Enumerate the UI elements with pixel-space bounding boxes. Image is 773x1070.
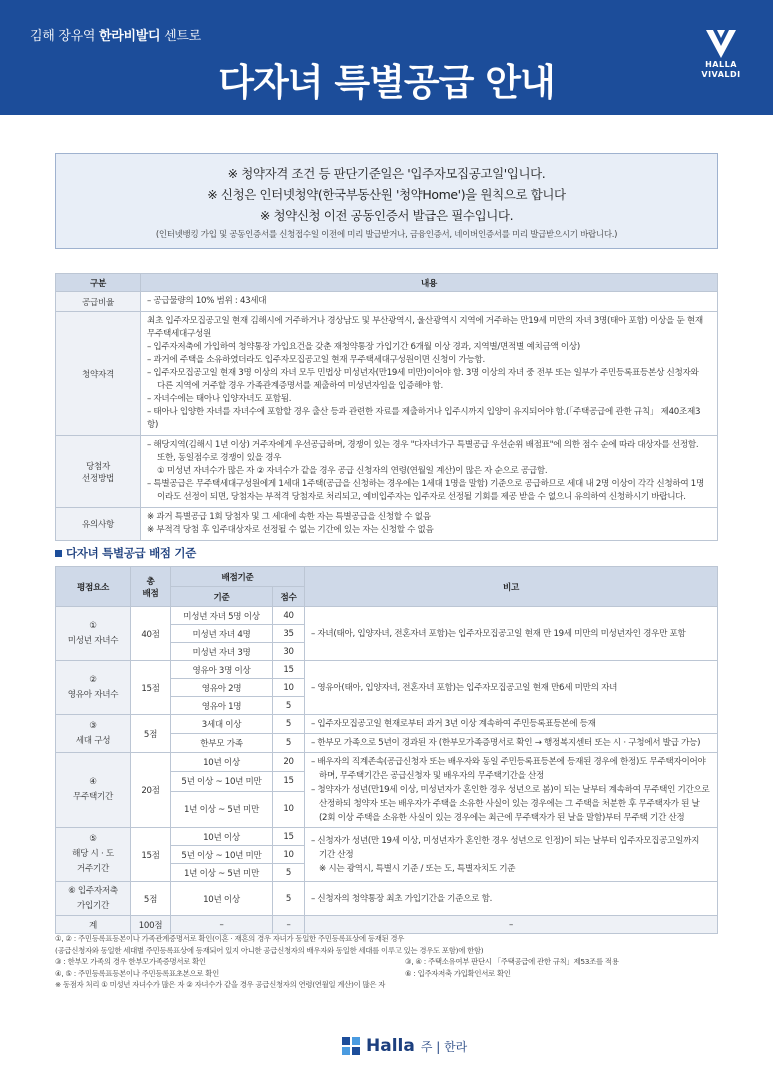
basis-cell: 1년 이상 ~ 5년 미만 [171,791,273,827]
note-line: ※ 시는 광역시, 특별시 기준 / 또는 도, 특별자치도 기준 [319,863,516,874]
brand-corp: 주 | 한라 [420,1039,468,1054]
notice-box [55,153,718,249]
subtitle-brand: 한라비발디 [98,29,161,44]
note-line: 기간 산정 [319,849,354,860]
section-title [55,545,196,561]
table-row [56,607,718,625]
note-cell: – 입주자모집공고일 현재로부터 과거 3년 이상 계속하여 주민등록표등본에 등재 [305,715,718,734]
basis-cell: 10년 이상 [171,828,273,846]
halla-brand [340,1035,467,1057]
points-cell: 35 [273,625,305,643]
total-cell: 15점 [131,661,171,715]
note-line: – 배우자의 직계존속(공급신청자 또는 배우자와 동일 주민등록표등본에 등재된 경우에 한정)도 무주택자이어야 [311,757,706,767]
total-label: 계 [56,916,131,934]
item-number: ② [89,674,97,685]
points-cell: 15 [273,772,305,791]
item-label: 가입기간 [76,900,109,911]
total-cell: 20점 [131,753,171,828]
row-label: 청약자격 [56,312,141,436]
total-cell: 5점 [131,882,171,916]
vivaldi-emblem-icon [704,28,738,60]
basis-cell: 10년 이상 [171,753,273,772]
header-total: 총 배점 [131,567,171,607]
item-cell [56,753,131,828]
note-cell: – 신청자의 청약통장 최초 가입기간을 기준으로 함. [305,882,718,916]
page-title: 다자녀 특별공급 안내 [218,61,555,104]
header-points: 점수 [273,587,305,607]
points-cell: 10 [273,791,305,827]
basis-cell: 미성년 자녀 3명 [171,643,273,661]
header-content: 내용 [141,274,718,292]
footnote-line: ①, ② : 주민등록표등본이나 가족관계증명서로 확인(이혼 · 재혼의 경우 자녀가 동일한 주민등록표상에 등재된 경우 [55,934,405,943]
logo-text-vivaldi: VIVALDI [701,70,741,79]
footnote-line: ③, ④ : 주택소유여부 판단시 「주택공급에 관한 규칙」제53조를 적용 [405,957,619,966]
content-line: 최초 입주자모집공고일 현재 김해시에 거주하거나 경상남도 및 부산광역시, 울산광역시 지역에 거주하는 만19세 미만의 자녀 3명(태아 포함) 이상을 둔 현재 [147,316,703,326]
item-label: 해당 시 · 도 [72,849,114,859]
notice-line-1: ※ 청약자격 조건 등 판단기준일은 '입주자모집공고일'입니다. [227,166,546,181]
total-row [56,916,718,934]
points-cell: 20 [273,753,305,772]
table-row [56,292,718,312]
score-table [55,566,718,934]
basis-cell: 영유아 3명 이상 [171,661,273,679]
basis-cell: 영유아 2명 [171,679,273,697]
content-line: – 입주자저축에 가입하여 청약통장 가입요건을 갖춘 재청약통장 가입기간 6개월 이상 경과, 지역별/면적별 예치금액 이상) [147,342,580,352]
note-cell: – 한부모 가족으로 5년이 경과된 자 (한부모가족증명서로 확인 → 행정복지센터 또는 시 · 구청에서 발급 가능) [305,734,718,753]
item-cell [56,661,131,715]
note-line: 산정하되 청약자 또는 배우자가 주택을 소유한 사실이 있는 경우에는 그 주택을 처분한 후 무주택자가 된 날 [319,799,700,809]
halla-logo-icon [340,1035,362,1057]
header-note: 비고 [305,567,718,607]
basis-cell: 미성년 자녀 5명 이상 [171,607,273,625]
note-line: – 신청자가 성년(만 19세 이상, 미성년자가 혼인한 경우 성년으로 인정)이 되는 날부터 입주자모집공고일까지 [311,835,700,846]
basis-cell: 한부모 가족 [171,734,273,753]
note-cell: – 영유아(태아, 입양자녀, 전혼자녀 포함)는 입주자모집공고일 현재 만6세 미만의 자녀 [305,661,718,715]
halla-vivaldi-logo [691,28,751,80]
table-row [56,715,718,734]
points-cell: 40 [273,607,305,625]
points-cell: 30 [273,643,305,661]
row-label: 공급비율 [56,292,141,312]
total-points: – [273,916,305,934]
content-line: 다른 지역에 거주할 경우 가족관계증명서를 제출하여 미성년자임을 입증해야 함. [157,381,443,391]
total-note: – [305,916,718,934]
basis-cell: 10년 이상 [171,882,273,916]
notice-small-text: (인터넷뱅킹 가입 및 공동인증서를 신청접수일 이전에 미리 발급받거나, 금융인증서, 네이버인증서를 미리 발급받으시기 바랍니다.) [155,230,618,240]
header-banner [0,0,773,115]
table-row [56,508,718,541]
item-cell [56,828,131,882]
note-cell [305,753,718,828]
basis-cell: 1년 이상 ~ 5년 미만 [171,864,273,882]
points-cell: 5 [273,864,305,882]
footnotes [55,933,718,991]
item-number: ① [89,620,97,631]
item-cell [56,607,131,661]
content-line: – 해당지역(김해시 1년 이상) 거주자에게 우선공급하며, 경쟁이 있는 경우 "다자녀가구 특별공급 우선순위 배점표"에 의한 점수 순에 따라 대상자를 선정함. [147,440,699,450]
item-label: 거주기간 [76,864,109,874]
points-cell: 15 [273,661,305,679]
item-number: ③ [89,720,97,731]
footnote-line: ⑥ : 입주자저축 가입확인서로 확인 [405,968,511,978]
footnote-line: ④, ⑤ : 주민등록표등본이나 주민등록표초본으로 확인 [55,968,219,978]
content-line: ① 미성년 자녀수가 많은 자 ② 자녀수가 같을 경우 공급 신청자의 연령(연월일 계산)이 많은 자 순으로 공급함. [157,466,548,476]
total-value: 100점 [131,916,171,934]
brand-name: Halla [366,1036,415,1056]
footnote-row [55,968,718,980]
content-line: – 특별공급은 무주택세대구성원에게 1세대 1주택(공급을 신청하는 경우에는 1세대 1명을 말함) 기준으로 공급하므로 세대 내 2명 이상이 각각 신청하여 1명 [147,479,704,489]
row-content [141,508,718,541]
total-basis: – [171,916,273,934]
footnote-row [55,956,718,968]
content-line: – 입주자모집공고일 현재 3명 이상의 자녀 모두 민법상 미성년자(만19세 미만)이어야 함. 3명 이상의 자녀 중 전부 또는 일부가 주민등록표등본상 신청자와 [147,368,699,378]
header-subtitle [30,25,201,44]
item-label: ⑥ 입주자저축 [68,885,118,896]
item-label: 영유아 자녀수 [67,689,119,700]
content-line: 이라도 선정이 되면, 당첨자는 부적격 당첨자로 처리되고, 예비입주자는 입주자로 선정될 기회를 제공 받을 수 없으니 유의하여 신청하시기 바랍니다. [157,492,686,502]
total-cell: 15점 [131,828,171,882]
table-row [56,661,718,679]
row-label: 당첨자 선정방법 [56,436,141,508]
header-item: 평점요소 [56,567,131,607]
row-content [141,436,718,508]
points-cell: 10 [273,846,305,864]
basis-cell: 영유아 1명 [171,697,273,715]
item-cell [56,715,131,753]
header-basis: 기준 [171,587,273,607]
table-row [56,753,718,772]
content-line: 또한, 동일점수로 경쟁이 있을 경우 [157,453,282,463]
section-title-text: 다자녀 특별공급 배점 기준 [66,546,197,560]
content-line: – 태아나 입양한 자녀를 자녀수에 포함할 경우 출산 등과 관련한 자료를 제출하거나 입주시까지 입양이 유지되어야 함.(「주택공급에 관한 규칙」 제40조제3항) [147,407,701,430]
footnote-line: ③ : 한부모 가족의 경우 한부모가족증명서로 확인 [55,957,206,966]
points-cell: 10 [273,679,305,697]
content-line: ※ 과거 특별공급 1회 당첨자 및 그 세대에 속한 자는 특별공급을 신청할 수 없음 [147,512,431,522]
content-line: 무주택세대구성원 [147,329,212,339]
header-criteria: 배점기준 [171,567,305,587]
item-label: 무주택기간 [72,792,113,802]
total-cell: 40점 [131,607,171,661]
points-cell: 5 [273,697,305,715]
info-table [55,273,718,541]
subtitle-location: 김해 장유역 [30,29,99,44]
table-row [56,882,718,916]
points-cell: 5 [273,734,305,753]
note-line: (2회 이상 주택을 소유한 사실이 있는 경우에는 최근에 무주택자가 된 날을 말함)부터 무주택 기간 산정 [319,813,685,823]
square-bullet-icon [55,550,62,557]
basis-cell: 미성년 자녀 4명 [171,625,273,643]
score-table-header [56,567,718,587]
item-number: ⑤ [89,834,97,844]
content-line: – 공급물량의 10% 범위 : 43세대 [147,296,267,306]
content-line: – 자녀수에는 태아나 입양자녀도 포함됨. [147,394,292,404]
subtitle-suffix: 센트로 [160,29,201,44]
basis-cell: 5년 이상 ~ 10년 미만 [171,846,273,864]
table-row [56,828,718,846]
logo-text-halla: HALLA [705,60,737,69]
note-line: 하며, 무주택기간은 공급신청자 및 배우자의 무주택기간을 산정 [319,771,545,781]
points-cell: 5 [273,715,305,734]
points-cell: 5 [273,882,305,916]
info-table-header [56,274,718,292]
basis-cell: 3세대 이상 [171,715,273,734]
footnote-line: (공급신청자와 동일한 세대별 주민등록표상에 등재되어 있지 아니한 공급신청자의 배우자와 동일한 세대를 이루고 있는 경우도 포함)에 한함) [55,945,484,955]
notice-line-3: ※ 청약신청 이전 공동인증서 발급은 필수입니다. [259,208,514,223]
content-line: – 과거에 주택을 소유하였더라도 입주자모집공고일 현재 무주택세대구성원이면 신청이 가능함. [147,355,485,365]
header-category: 구분 [56,274,141,292]
item-number: ④ [89,777,97,787]
item-label: 미성년 자녀수 [67,635,119,646]
note-cell [305,828,718,882]
content-line: ※ 부적격 당첨 후 입주대상자로 선정될 수 없는 기간에 있는 자는 신청할 수 없음 [147,525,434,535]
notice-line-2: ※ 신청은 인터넷청약(한국부동산원 '청약Home')을 원칙으로 합니다 [207,187,566,202]
item-label: 세대 구성 [75,735,111,746]
table-row [56,436,718,508]
table-row [56,312,718,436]
total-cell: 5점 [131,715,171,753]
footnote-line: ※ 동점자 처리 ① 미성년 자녀수가 많은 자 ② 자녀수가 같을 경우 공급신청자의 연령(연월일 계산)이 많은 자 [55,980,386,989]
note-cell: – 자녀(태아, 입양자녀, 전혼자녀 포함)는 입주자모집공고일 현재 만 19세 미만의 미성년자인 경우만 포함 [305,607,718,661]
row-content [141,312,718,436]
note-line: – 청약자가 성년(만19세 이상, 미성년자가 혼인한 경우 성년으로 봄)이 되는 날부터 계속하여 무주택인 기간으로 [311,785,710,795]
item-cell [56,882,131,916]
basis-cell: 5년 이상 ~ 10년 미만 [171,772,273,791]
points-cell: 15 [273,828,305,846]
row-content [141,292,718,312]
row-label: 유의사항 [56,508,141,541]
